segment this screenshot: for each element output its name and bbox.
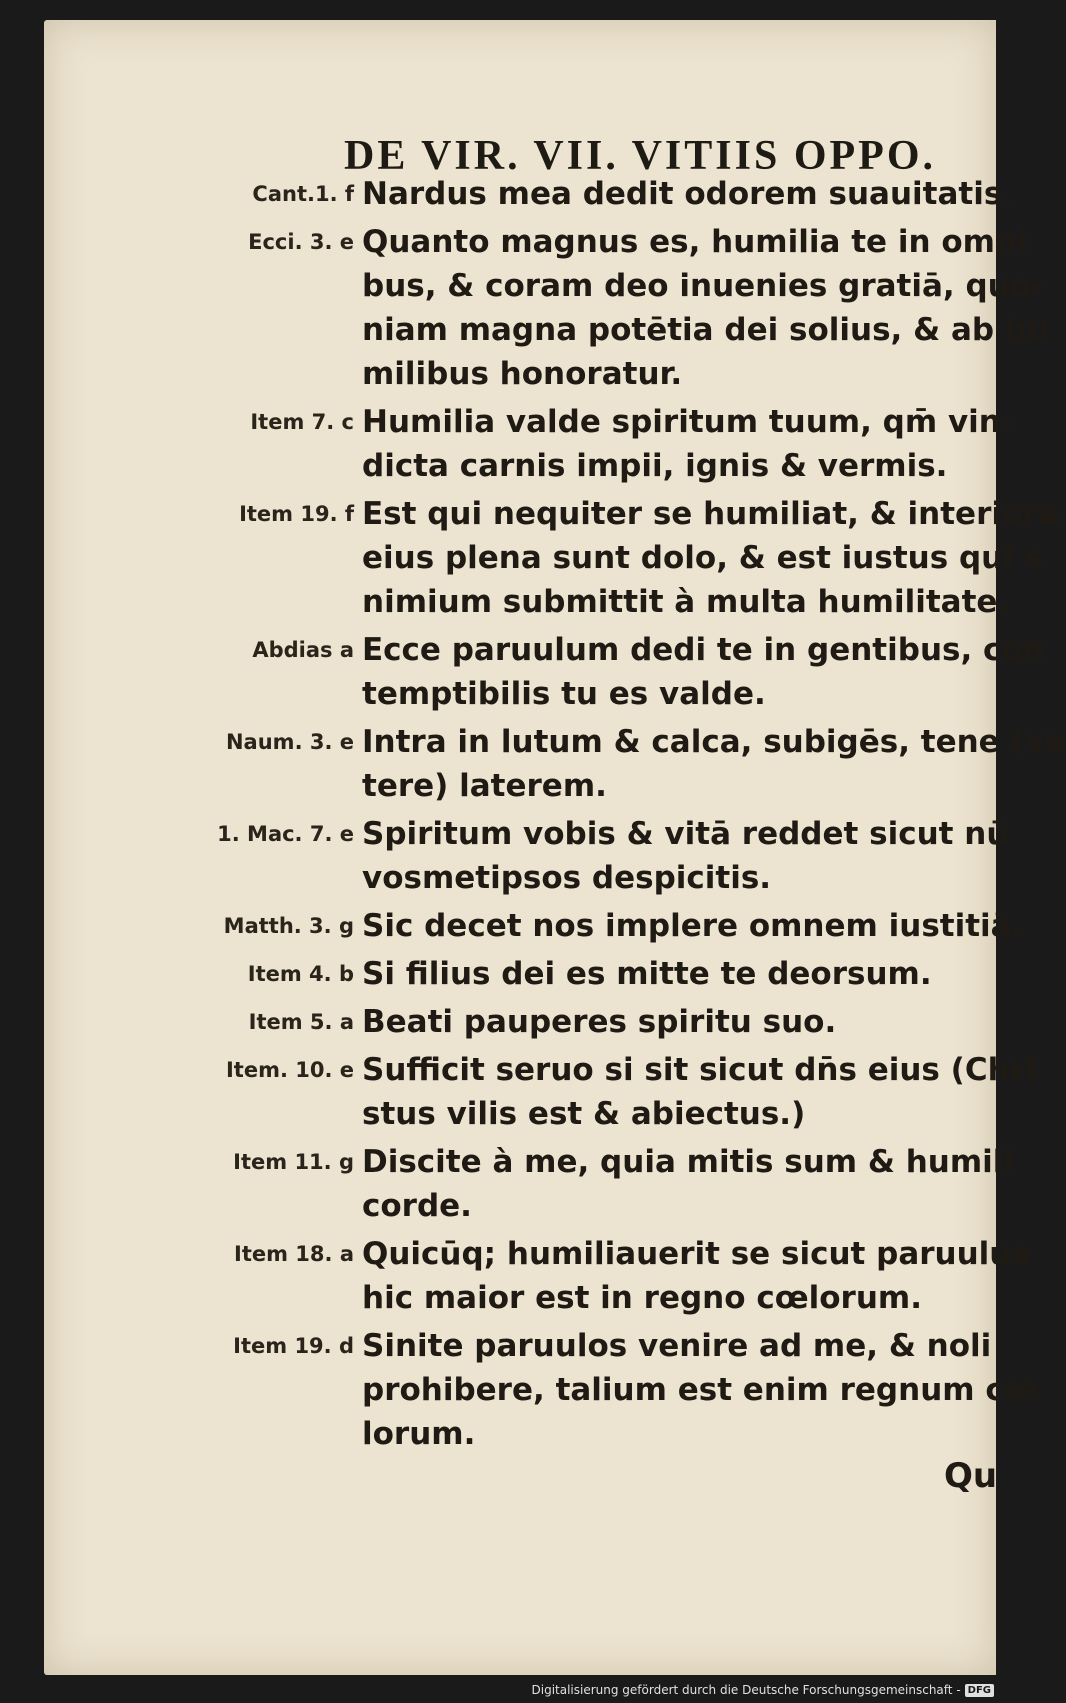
text-line: Quicūq; humiliauerit se sicut paruulus	[362, 1236, 1030, 1272]
text-line: temptibilis tu es valde.	[362, 676, 766, 712]
text-line: Sic decet nos implere omnem iustitiā.	[362, 908, 1024, 944]
text-line: Sinite paruulos venire ad me, & noli	[362, 1328, 992, 1364]
running-head: DE VIR. VII. VITIIS OPPO.	[344, 133, 936, 179]
margin-reference: Cant.1. f	[252, 182, 354, 206]
text-line: Si filius dei es mitte te deorsum.	[362, 956, 932, 992]
margin-reference: Naum. 3. e	[225, 730, 354, 754]
text-line: Est qui nequiter se humiliat, & interiora	[362, 496, 1060, 532]
text-line: Ecce paruulum dedi te in gentibus, con	[362, 632, 1045, 668]
text-line: Discite à me, quia mitis sum & humili	[362, 1144, 1015, 1180]
text-line: corde.	[362, 1188, 472, 1224]
text-line: prohibere, talium est enim regnum cœ	[362, 1372, 1038, 1408]
text-line: Beati pauperes spiritu suo.	[362, 1004, 837, 1040]
footer-text: Digitalisierung gefördert durch die Deutsche Forschungsgemeinschaft -	[531, 1683, 961, 1697]
text-line: milibus honoratur.	[362, 356, 683, 392]
margin-reference: Item 19. f	[239, 502, 354, 526]
margin-reference: Ecci. 3. e	[248, 230, 354, 254]
margin-reference: Matth. 3. g	[223, 914, 354, 938]
text-line: tere) laterem.	[362, 768, 607, 804]
margin-reference: Item 5. a	[248, 1010, 354, 1034]
text-line: nimium submittit à multa humilitate.	[362, 584, 1010, 620]
text-line: eius plena sunt dolo, & est iustus qui s	[362, 540, 1044, 576]
margin-reference: 1. Mac. 7. e	[217, 822, 354, 846]
text-line: Quanto magnus es, humilia te in omni	[362, 224, 1028, 260]
text-line: hic maior est in regno cœlorum.	[362, 1280, 922, 1316]
text-line: Humilia valde spiritum tuum, qm̄ vin-	[362, 404, 1014, 440]
margin-reference: Item 4. b	[247, 962, 354, 986]
text-line: Spiritum vobis & vitā reddet sicut nū	[362, 816, 1009, 852]
book-page	[44, 20, 1066, 1675]
digitization-credit	[532, 1683, 995, 1697]
text-line: vosmetipsos despicitis.	[362, 860, 772, 896]
catchword: Qu	[944, 1456, 998, 1496]
text-line: Sufficit seruo si sit sicut dn̄s eius (Chri	[362, 1052, 1036, 1088]
text-line: dicta carnis impii, ignis & vermis.	[362, 448, 948, 484]
text-line: Nardus mea dedit odorem suauitatis.	[362, 176, 1015, 212]
dfg-logo: DFG	[965, 1684, 994, 1697]
text-line: lorum.	[362, 1416, 476, 1452]
margin-reference: Abdias a	[252, 638, 354, 662]
margin-reference: Item 7. c	[250, 410, 354, 434]
margin-reference: Item 18. a	[234, 1242, 354, 1266]
text-line: Intra in lutum & calca, subigēs, tene (ve	[362, 724, 1066, 760]
margin-reference: Item 11. g	[233, 1150, 354, 1174]
margin-reference: Item. 10. e	[225, 1058, 354, 1082]
margin-reference: Item 19. d	[233, 1334, 354, 1358]
text-line: bus, & coram deo inuenies gratiā, quo-	[362, 268, 1044, 304]
text-line: stus vilis est & abiectus.)	[362, 1096, 806, 1132]
text-line: niam magna potētia dei solius, & ab hu	[362, 312, 1049, 348]
